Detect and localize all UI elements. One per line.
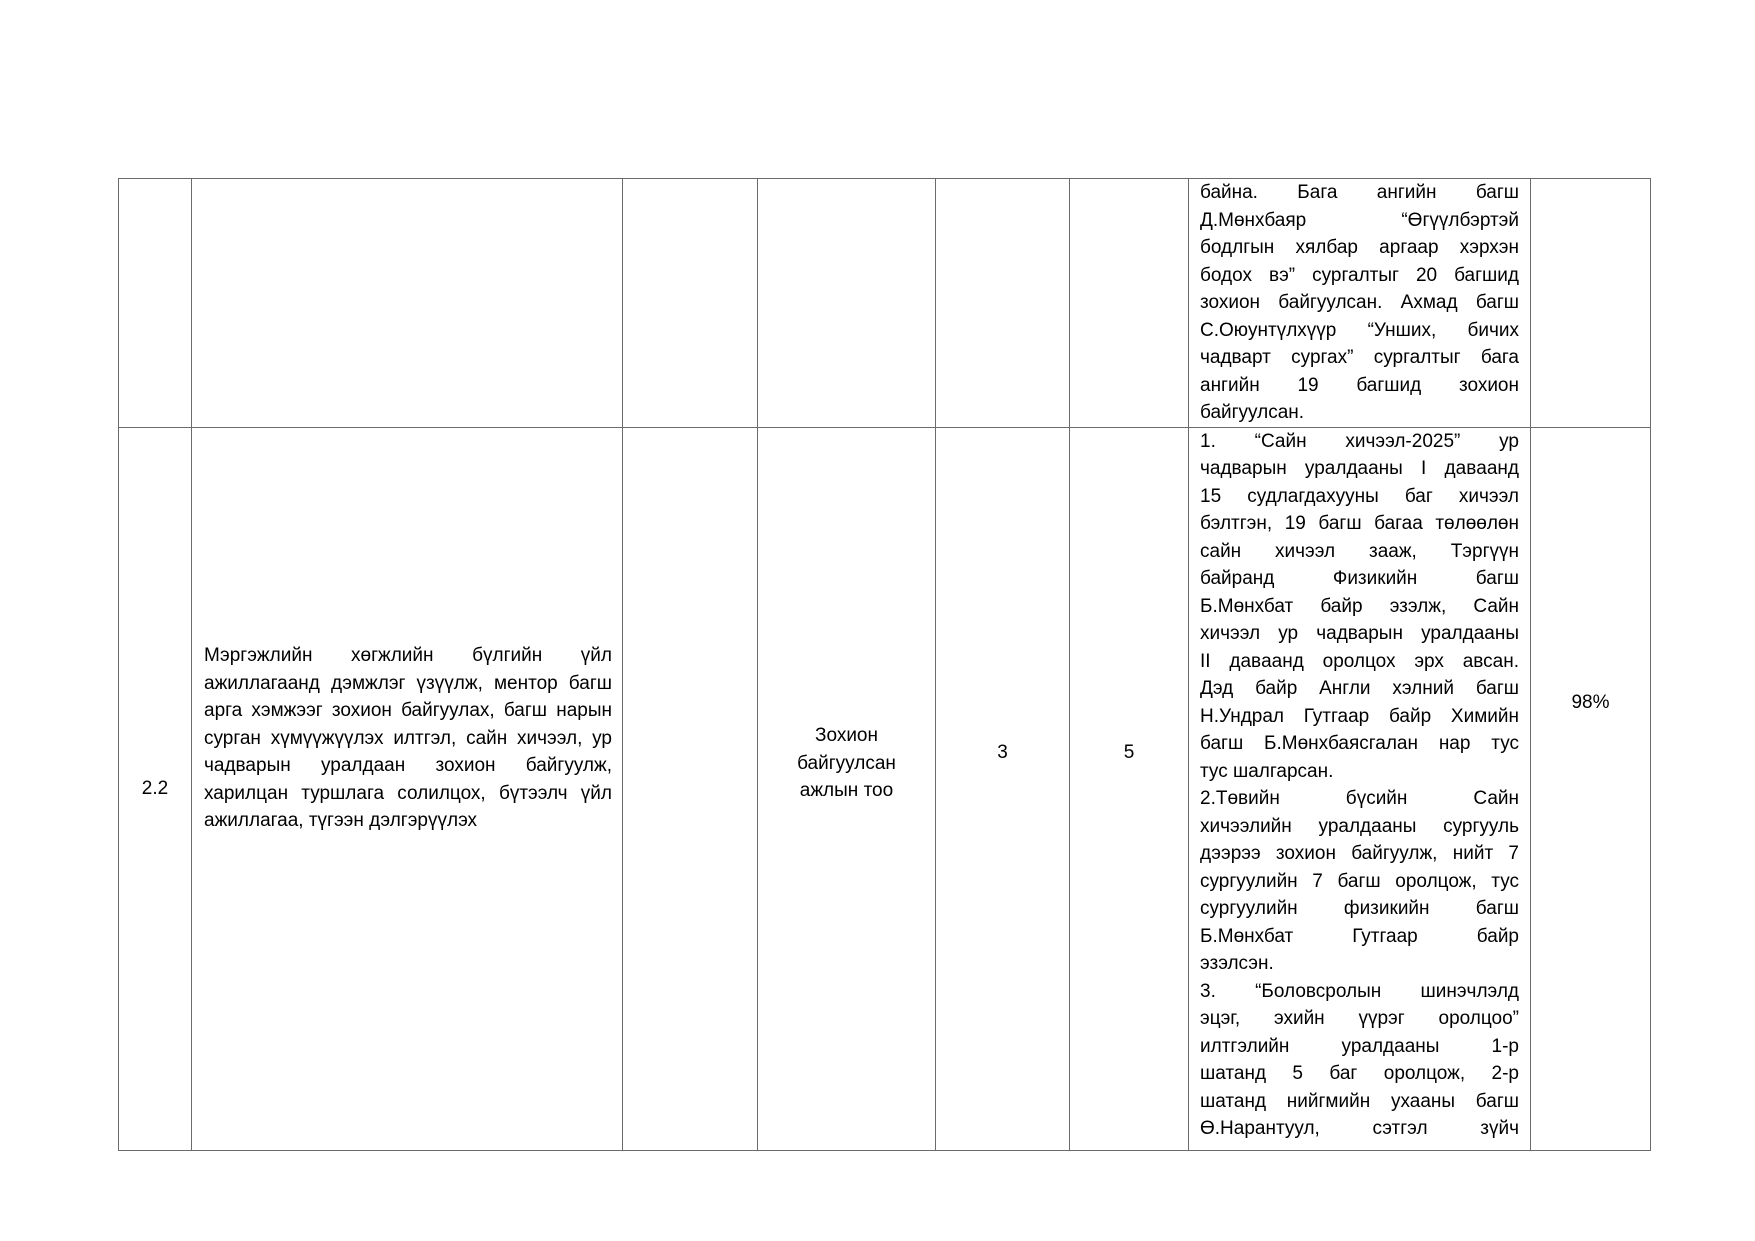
- cell-target-empty: [1070, 179, 1189, 428]
- detail-line: багш Б.Мөнхбаясгалан нар тус: [1200, 733, 1519, 754]
- cell-number-empty: [119, 179, 192, 428]
- percent-value: 98%: [1571, 691, 1610, 713]
- detail-line: 2.Төвийн бүсийн Сайн: [1200, 788, 1519, 809]
- detail-line: эзэлсэн.: [1200, 953, 1274, 974]
- detail-line: илтгэлийн уралдааны 1-р: [1200, 1035, 1519, 1057]
- table-row-continued: [119, 179, 1651, 428]
- detail-line: сургуулийн 7 багш оролцож, тус: [1200, 870, 1519, 892]
- detail-line: хичээл ур чадварын уралдааны: [1200, 623, 1519, 644]
- cell-percent: [1531, 427, 1651, 1150]
- indicator-text: Зохион байгуулсан ажлын тоо: [797, 725, 896, 802]
- detail-line: байна. Бага ангийн багш: [1200, 182, 1519, 203]
- detail-line: бодлгын хялбар аргаар хэрхэн: [1200, 237, 1519, 258]
- detail-line: II давaанд оролцох эрх авсан.: [1200, 650, 1519, 672]
- detail-line: Б.Мөнхбат байр эзэлж, Сайн: [1200, 595, 1519, 617]
- cell-baseline: [936, 427, 1070, 1150]
- detail-line: 3. “Боловсролын шинэчлэлд: [1200, 980, 1519, 1002]
- report-table: [118, 178, 1651, 1151]
- detail-line: Б.Мөнхбат Гутгаар байр: [1200, 925, 1519, 947]
- cell-target: [1070, 427, 1189, 1150]
- detail-line: Д.Мөнхбаяр “Өгүүлбэртэй: [1200, 209, 1519, 231]
- detail-line: дээрээ зохион байгуулж, нийт 7: [1200, 843, 1519, 864]
- detail-line: 1. “Сайн хичээл-2025” ур: [1200, 430, 1519, 452]
- detail-line: чадварт сургах” сургалтыг бага: [1200, 347, 1519, 368]
- detail-line: Н.Ундрал Гутгаар байр Химийн: [1200, 705, 1519, 727]
- detail-line: ангийн 19 багшид зохион: [1200, 374, 1519, 396]
- cell-number: 2.2: [119, 427, 192, 1150]
- cell-detail-continued: [1189, 179, 1531, 428]
- detail-line: байгуулсан.: [1200, 402, 1305, 423]
- cell-responsible: [623, 427, 758, 1150]
- detail-line: чадварын уралдааны I давaанд: [1200, 458, 1519, 479]
- cell-activity-empty: [192, 179, 623, 428]
- activity-text: Мэргэжлийн хөгжлийн бүлгийн үйл ажиллагаанд дэмжлэг үзүүлж, ментор багш арга хэмжээг зохион байгуулах, багш нарын сурган хүмүүжүүлэх илтгэл, сайн хичээл, ур чадварын уралдаан зохион байгуулж, харилцан туршлага солилцох, бүтээлч үйл ажиллагаа, түгээн дэлгэрүүлэх: [204, 645, 612, 832]
- cell-baseline-empty: [936, 179, 1070, 428]
- table-row-2-2: [119, 427, 1651, 1150]
- detail-line: бодох вэ” сургалтыг 20 багшид: [1200, 264, 1519, 286]
- detail-line: хичээлийн уралдааны сургууль: [1200, 815, 1519, 837]
- detail-line: зохион байгуулсан. Ахмад багш: [1200, 292, 1519, 313]
- cell-responsible-empty: [623, 179, 758, 428]
- detail-line: Ө.Нарантуул, сэтгэл зүйч: [1200, 1118, 1519, 1139]
- detail-line: С.Оюунтүлхүүр “Унших, бичих: [1200, 319, 1519, 341]
- detail-line: сургуулийн физикийн багш: [1200, 898, 1519, 919]
- cell-indicator: [758, 427, 936, 1150]
- detail-line: шатанд нийгмийн ухааны багш: [1200, 1090, 1519, 1112]
- detail-line: байранд Физикийн багш: [1200, 568, 1519, 589]
- cell-indicator-empty: [758, 179, 936, 428]
- cell-activity: [192, 427, 623, 1150]
- detail-line: сайн хичээл зааж, Тэргүүн: [1200, 540, 1519, 562]
- detail-line: тус шалгарсан.: [1200, 760, 1334, 782]
- target-value: 5: [1123, 741, 1135, 763]
- detail-line: Дэд байр Англи хэлний багш: [1200, 678, 1519, 699]
- detail-line: бэлтгэн, 19 багш багаа төлөөлөн: [1200, 513, 1519, 534]
- cell-detail: [1189, 427, 1531, 1150]
- cell-percent-empty: [1531, 179, 1651, 428]
- detail-line: эцэг, эхийн үүрэг оролцоо”: [1200, 1008, 1519, 1029]
- detail-line: шатанд 5 баг оролцож, 2-р: [1200, 1063, 1519, 1084]
- baseline-value: 3: [997, 741, 1008, 763]
- detail-line: 15 судлагдахууны баг хичээл: [1200, 485, 1519, 507]
